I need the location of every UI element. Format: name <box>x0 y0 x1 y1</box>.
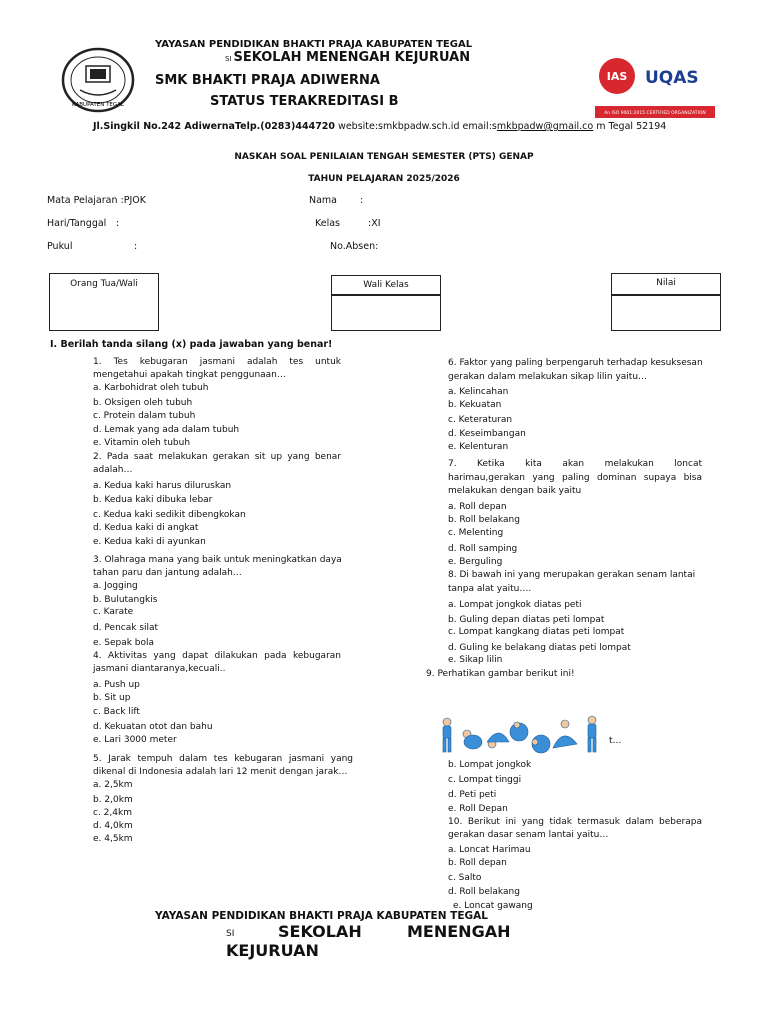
school-type <box>225 50 470 65</box>
score-box <box>611 294 721 331</box>
q6-option-e[interactable]: e. Kelenturan <box>448 442 509 452</box>
q3-option-a[interactable]: a. Jogging <box>93 581 138 591</box>
question-1-line-1: 1. Tes kebugaran jasmani adalah tes untuk <box>93 357 341 367</box>
foundation-name: YAYASAN PENDIDIKAN BHAKTI PRAJA KABUPATEN TEGAL <box>155 39 473 50</box>
q2-option-b[interactable]: b. Kedua kaki dibuka lebar <box>93 495 213 505</box>
day-label: Hari/Tanggal <box>47 218 107 229</box>
academic-year: TAHUN PELAJARAN 2025/2026 <box>308 174 460 184</box>
question-4-line-2: jasmani diantaranya,kecuali.. <box>93 664 226 674</box>
q9-option-b[interactable]: b. Lompat jongkok <box>448 760 532 770</box>
q1-option-c[interactable]: c. Protein dalam tubuh <box>93 411 196 421</box>
name-label: Nama <box>309 195 338 206</box>
q8-option-b[interactable]: b. Guling depan diatas peti lompat <box>448 615 605 625</box>
time-label: Pukul <box>47 241 73 252</box>
q3-option-c[interactable]: c. Karate <box>93 607 134 617</box>
absen-label: No.Absen: <box>330 241 379 252</box>
q7-option-d[interactable]: d. Roll samping <box>448 544 518 554</box>
q2-option-c[interactable]: c. Kedua kaki sedikit dibengkokan <box>93 510 246 520</box>
q1-option-d[interactable]: d. Lemak yang ada dalam tubuh <box>93 425 240 435</box>
q10-option-d[interactable]: d. Roll belakang <box>448 887 520 897</box>
footer-word-menengah: MENENGAH <box>407 922 511 941</box>
q8-option-e[interactable]: e. Sikap lilin <box>448 655 503 665</box>
cert-ias-text: IAS <box>606 70 628 83</box>
q9-option-c[interactable]: c. Lompat tinggi <box>448 775 522 785</box>
question-1-line-2: mengetahui apakah tingkat penggunaan… <box>93 370 286 380</box>
question-2-line-2: adalah… <box>93 465 133 475</box>
parent-label: Orang Tua/Wali <box>70 279 138 289</box>
q1-option-b[interactable]: b. Oksigen oleh tubuh <box>93 398 193 408</box>
q3-option-e[interactable]: e. Sepak bola <box>93 638 155 648</box>
q7-option-e[interactable]: e. Berguling <box>448 557 503 567</box>
question-9-tail: t… <box>609 736 622 746</box>
question-5-line-1: 5. Jarak tempuh dalam tes kebugaran jasmani yang <box>93 754 353 764</box>
parent-signature-box <box>49 273 159 331</box>
subject-field: Mata Pelajaran :PJOK <box>47 195 146 206</box>
question-10-line-1: 10. Berikut ini yang tidak termasuk dalam beberapa <box>448 817 702 827</box>
question-6-line-2: gerakan dalam melakukan sikap lilin yaitu… <box>448 372 648 382</box>
q1-option-a[interactable]: a. Karbohidrat oleh tubuh <box>93 383 209 393</box>
question-4-line-1: 4. Aktivitas yang dapat dilakukan pada kebugaran <box>93 651 341 661</box>
q8-option-d[interactable]: d. Guling ke belakang diatas peti lompat <box>448 643 631 653</box>
question-8-line-2: tanpa alat yaitu…. <box>448 584 532 594</box>
cert-caption: An ISO 9001:2015 CERTIFIED ORGANIZATION <box>604 111 706 116</box>
score-label: Nilai <box>656 278 676 288</box>
q2-option-d[interactable]: d. Kedua kaki di angkat <box>93 523 199 533</box>
q3-option-b[interactable]: b. Bulutangkis <box>93 595 158 605</box>
q5-option-c[interactable]: c. 2,4km <box>93 808 132 818</box>
question-7-line-2: harimau,gerakan yang paling dominan supaya bisa <box>448 473 702 483</box>
q10-option-b[interactable]: b. Roll depan <box>448 858 507 868</box>
question-7-line-3: melakukan dengan baik yaitu <box>448 486 582 496</box>
address-email: mkbpadw@gmail.co <box>496 121 594 132</box>
q6-option-a[interactable]: a. Kelincahan <box>448 387 509 397</box>
homeroom-signature-box <box>331 294 441 331</box>
name-colon: : <box>360 195 364 206</box>
q5-option-d[interactable]: d. 4,0km <box>93 821 133 831</box>
q1-option-e[interactable]: e. Vitamin oleh tubuh <box>93 438 191 448</box>
q8-option-a[interactable]: a. Lompat jongkok diatas peti <box>448 600 582 610</box>
q7-option-a[interactable]: a. Roll depan <box>448 502 507 512</box>
homeroom-label-box <box>331 275 441 296</box>
q7-option-b[interactable]: b. Roll belakang <box>448 515 520 525</box>
q4-option-e[interactable]: e. Lari 3000 meter <box>93 735 177 745</box>
question-7-line-1: 7. Ketika kita akan melakukan loncat <box>448 459 702 469</box>
q4-option-d[interactable]: d. Kekuatan otot dan bahu <box>93 722 213 732</box>
gymnastics-figure <box>437 712 607 756</box>
question-6-line-1: 6. Faktor yang paling berpengaruh terhadap kesuksesan <box>448 358 703 368</box>
q2-option-a[interactable]: a. Kedua kaki harus diluruskan <box>93 481 232 491</box>
certification-logo <box>595 56 715 118</box>
q6-option-c[interactable]: c. Keteraturan <box>448 415 513 425</box>
day-colon: : <box>116 218 120 229</box>
q8-option-c[interactable]: c. Lompat kangkang diatas peti lompat <box>448 627 625 637</box>
time-colon: : <box>134 241 138 252</box>
score-label-box <box>611 273 721 296</box>
address-web: website:smkbpadw.sch.id email:s <box>335 121 497 132</box>
q4-option-b[interactable]: b. Sit up <box>93 693 131 703</box>
logo-text: KABUPATEN TEGAL <box>72 102 124 108</box>
q7-option-c[interactable]: c. Melenting <box>448 528 504 538</box>
question-5-line-2: dikenal di Indonesia adalah lari 12 menit dengan jarak… <box>93 767 348 777</box>
accreditation-status: STATUS TERAKREDITASI B <box>210 94 399 109</box>
q6-option-b[interactable]: b. Kekuatan <box>448 400 502 410</box>
question-3-line-1: 3. Olahraga mana yang baik untuk meningkatkan daya <box>93 555 342 565</box>
q2-option-e[interactable]: e. Kedua kaki di ayunkan <box>93 537 206 547</box>
footer-word-kejuruan: KEJURUAN <box>226 941 319 960</box>
footer-foundation: YAYASAN PENDIDIKAN BHAKTI PRAJA KABUPATEN TEGAL <box>155 910 488 922</box>
school-name: SMK BHAKTI PRAJA ADIWERNA <box>155 73 380 88</box>
q4-option-a[interactable]: a. Push up <box>93 680 140 690</box>
footer-prefix: SI <box>226 929 235 939</box>
question-9: 9. Perhatikan gambar berikut ini! <box>426 669 575 679</box>
q5-option-e[interactable]: e. 4,5km <box>93 834 133 844</box>
school-type-text: SEKOLAH MENENGAH KEJURUAN <box>233 50 471 65</box>
instructions: I. Berilah tanda silang (x) pada jawaban yang benar! <box>50 339 333 350</box>
exam-title: NASKAH SOAL PENILAIAN TENGAH SEMESTER (PTS) GENAP <box>234 152 534 162</box>
q5-option-b[interactable]: b. 2,0km <box>93 795 133 805</box>
cert-uqas-text: UQAS <box>645 68 699 88</box>
question-3-line-2: tahan paru dan jantung adalah… <box>93 568 242 578</box>
footer-word-sekolah: SEKOLAH <box>278 922 362 941</box>
q10-option-e[interactable]: e. Loncat gawang <box>453 901 533 911</box>
q4-option-c[interactable]: c. Back lift <box>93 707 140 717</box>
class-value: :XI <box>368 218 381 229</box>
q9-option-e[interactable]: e. Roll Depan <box>448 804 508 814</box>
q9-option-d[interactable]: d. Peti peti <box>448 790 497 800</box>
school-prefix: SI <box>225 55 232 63</box>
q10-option-a[interactable]: a. Loncat Harimau <box>448 845 531 855</box>
homeroom-label: Wali Kelas <box>363 280 409 290</box>
q10-option-c[interactable]: c. Salto <box>448 873 482 883</box>
q5-option-a[interactable]: a. 2,5km <box>93 780 133 790</box>
question-2-line-1: 2. Pada saat melakukan gerakan sit up yang benar <box>93 452 341 462</box>
class-label: Kelas <box>315 218 341 229</box>
question-10-line-2: gerakan dasar senam lantai yaitu… <box>448 830 609 840</box>
school-address <box>93 121 666 132</box>
q3-option-d[interactable]: d. Pencak silat <box>93 623 159 633</box>
address-bold: Jl.Singkil No.242 AdiwernaTelp.(0283)444720 <box>93 121 336 132</box>
q6-option-d[interactable]: d. Keseimbangan <box>448 429 526 439</box>
address-tail: m Tegal 52194 <box>593 121 667 132</box>
question-8-line-1: 8. Di bawah ini yang merupakan gerakan senam lantai <box>448 570 696 580</box>
school-logo <box>60 46 136 114</box>
